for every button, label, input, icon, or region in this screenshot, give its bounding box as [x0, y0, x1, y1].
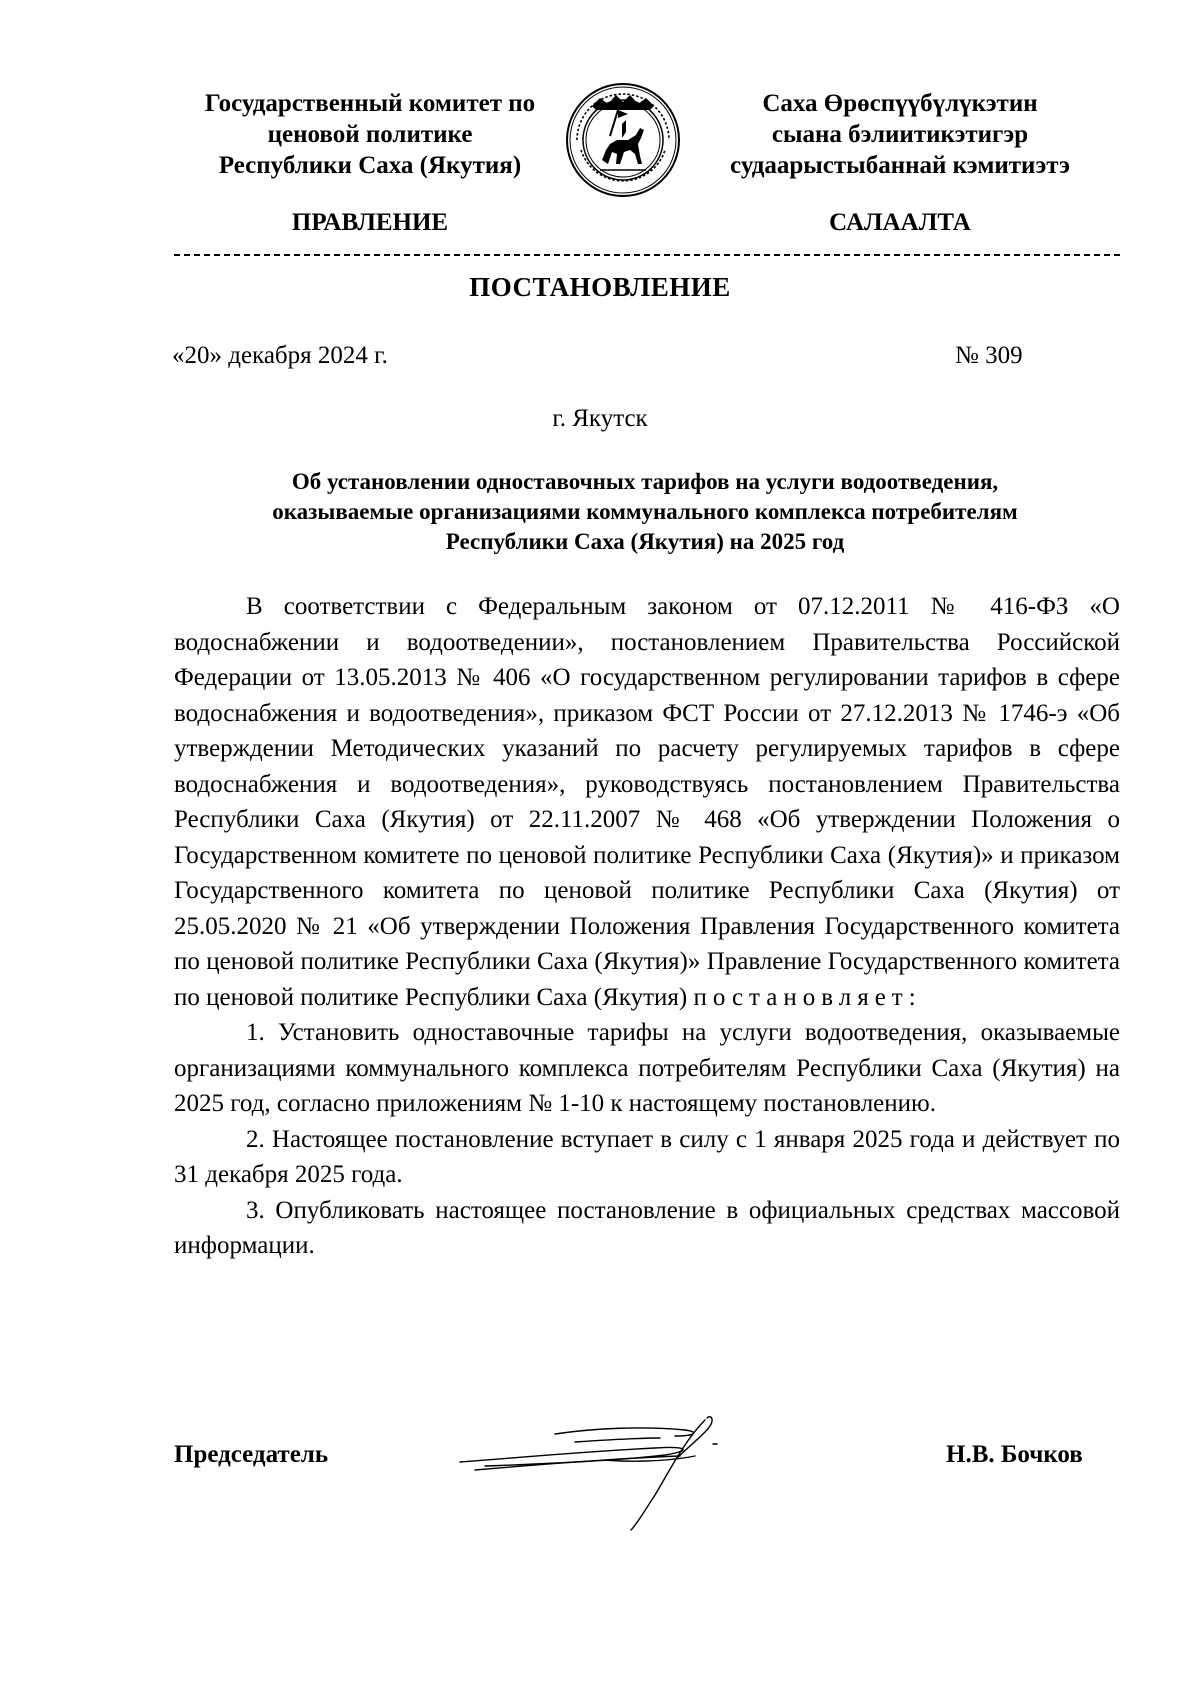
signatory-position: Председатель: [174, 1441, 329, 1468]
header-left-line: ценовой политике: [267, 121, 473, 148]
dashed-divider: [174, 254, 1120, 256]
board-label-ru: ПРАВЛЕНИЕ: [291, 209, 449, 236]
header-right-sah: [690, 88, 1110, 181]
handwritten-signature-icon: [455, 1400, 785, 1540]
clause-3: 3. Опубликовать настоящее постановление в официальных средствах массовой информации.: [174, 1196, 1120, 1259]
header-left-line: Республики Саха (Якутия): [218, 152, 522, 179]
document-subject: [170, 467, 1120, 557]
preamble-text: В соответствии с Федеральным законом от 07.12.2011 № 416-ФЗ «О водоснабжении и водоотведении», постановлением Правительства Российской Федерации от 13.05.2013 № 406 «О государственном регулировании тарифов в сфере водоснабжения и водоотведения», приказом ФСТ России от 27.12.2013 № 1746-э «Об утверждении Методических указаний по расчету регулируемых тарифов в сфере водоснабжения и водоотведения», руководствуясь постановлением Правительства Республики Саха (Якутия) от 22.11.2007 № 468 «Об утверждении Положения о Государственном комитете по ценовой политике Республики Саха (Якутия)» и приказом Государственного комитета по ценовой политике Республики Саха (Якутия) от 25.05.2020 № 21 «Об утверждении Положения Правления Государственного комитета по ценовой политике Республики Саха (Якутия)» Правление Государственного комитета по ценовой политике Республики Саха (Якутия): [174, 593, 1120, 1011]
clause-1: 1. Установить одноставочные тарифы на услуги водоотведения, оказываемые организациями коммунального комплекса потребителям Республики Саха (Якутия) на 2025 год, согласно приложениям № 1-10 к настоящему постановлению.: [174, 1019, 1120, 1117]
header-right-line: судаарыстыбаннай кэмитиэтэ: [730, 152, 1070, 179]
document-city: г. Якутск: [552, 405, 648, 432]
decree-word: постановляет:: [693, 983, 922, 1011]
clause-2: 2. Настоящее постановление вступает в силу с 1 января 2025 года и действует по 31 декабря 2025 года.: [174, 1125, 1120, 1188]
board-label-sah: САЛААЛТА: [829, 209, 971, 236]
yakutia-coat-of-arms-icon: [562, 80, 684, 200]
subject-line: Об установлении одноставочных тарифов на услуги водоотведения,: [291, 469, 999, 494]
header-right-line: сыана бэлиитикэтигэр: [771, 121, 1029, 148]
header-left-line: Государственный комитет по: [204, 90, 536, 117]
signatory-name: Н.В. Бочков: [946, 1441, 1083, 1468]
preamble-paragraph: [174, 589, 1120, 1015]
header-right-line: Саха Өрөспүүбүлүкэтин: [762, 90, 1038, 117]
document-body: [174, 586, 1120, 1264]
subject-line: Республики Саха (Якутия) на 2025 год: [445, 529, 845, 554]
document-date: «20» декабря 2024 г.: [172, 342, 388, 369]
document-title: ПОСТАНОВЛЕНИЕ: [469, 272, 731, 302]
document-number: № 309: [955, 342, 1023, 369]
header-left-ru: [160, 88, 580, 181]
subject-line: оказываемые организациями коммунального комплекса потребителям: [272, 499, 1018, 524]
